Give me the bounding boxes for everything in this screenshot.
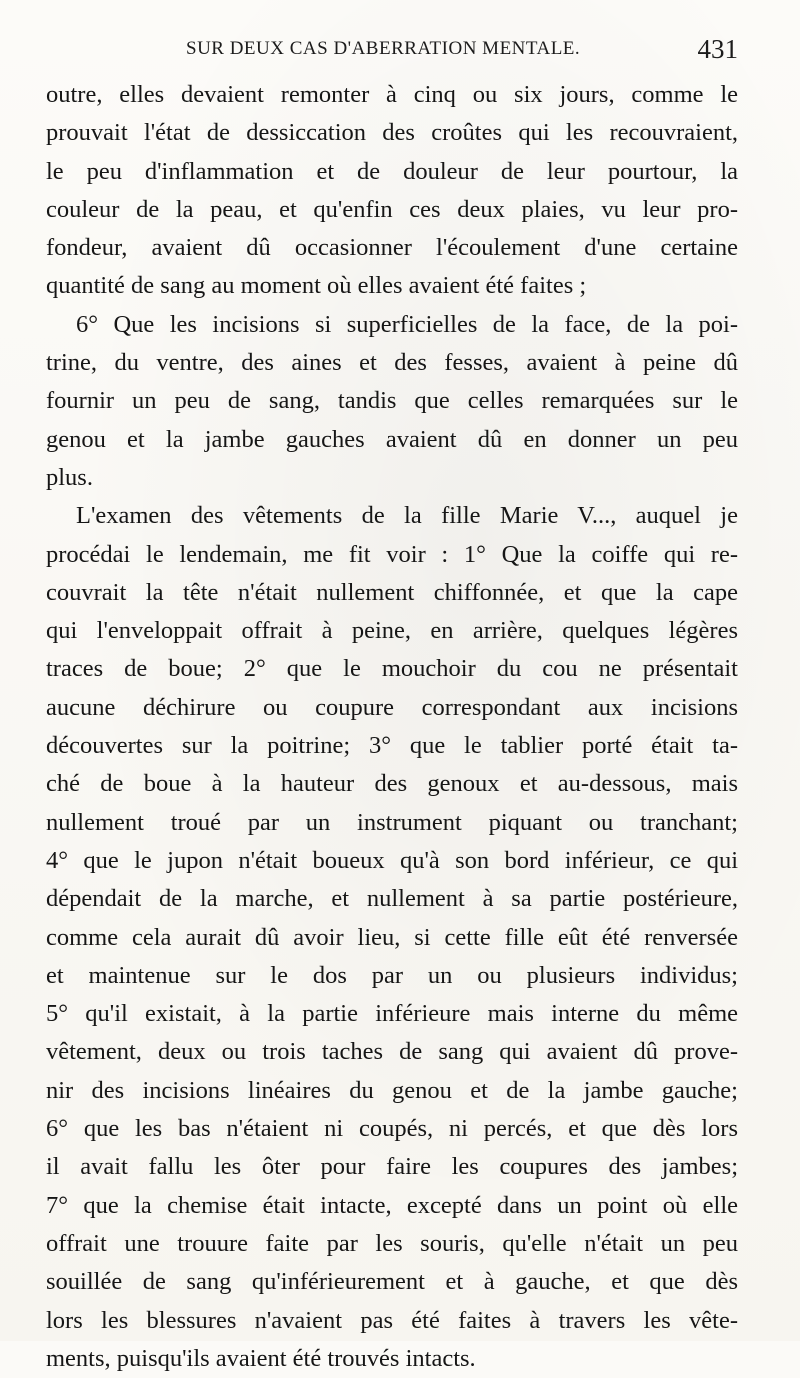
text-line: L'examen des vêtements de la fille Marie V..., auquel je xyxy=(76,502,738,530)
text-line: genou et la jambe gauches avaient dû en donner un peu xyxy=(46,425,738,453)
text-line: comme cela aurait dû avoir lieu, si cette fille eût été renversée xyxy=(46,923,738,951)
text-line: couvrait la tête n'était nullement chiffonnée, et que la cape xyxy=(46,578,738,606)
text-line: le peu d'inflammation et de douleur de leur pourtour, la xyxy=(46,157,738,185)
body-text xyxy=(46,76,738,1378)
text-line: il avait fallu les ôter pour faire les coupures des jambes; xyxy=(46,1153,738,1181)
text-line: outre, elles devaient remonter à cinq ou six jours, comme le xyxy=(46,81,738,108)
text-line: procédai le lendemain, me fit voir : 1° Que la coiffe qui re- xyxy=(46,540,738,568)
text-line: vêtement, deux ou trois taches de sang qui avaient dû prove- xyxy=(46,1038,738,1066)
text-line: qui l'enveloppait offrait à peine, en arrière, quelques légères xyxy=(46,617,738,645)
text-line: et maintenue sur le dos par un ou plusieurs individus; xyxy=(46,961,738,989)
text-line: quantité de sang au moment où elles avaient été faites ; xyxy=(46,272,587,300)
page-number: 431 xyxy=(697,34,738,64)
text-line: 6° que les bas n'étaient ni coupés, ni percés, et que dès lors xyxy=(46,1115,738,1143)
text-line: dépendait de la marche, et nullement à sa partie postérieure, xyxy=(46,885,738,913)
running-title: SUR DEUX CAS D'ABERRATION MENTALE. xyxy=(186,38,581,59)
text-line: découvertes sur la poitrine; 3° que le tablier porté était ta- xyxy=(46,732,738,760)
text-line: fondeur, avaient dû occasionner l'écoulement d'une certaine xyxy=(46,234,738,262)
text-line: 7° que la chemise était intacte, excepté dans un point où elle xyxy=(46,1191,738,1219)
text-line: souillée de sang qu'inférieurement et à gauche, et que dès xyxy=(46,1268,738,1296)
text-line: 6° Que les incisions si superficielles de la face, de la poi- xyxy=(76,310,738,338)
text-line: traces de boue; 2° que le mouchoir du cou ne présentait xyxy=(46,655,738,683)
text-line: ché de boue à la hauteur des genoux et au-dessous, mais xyxy=(46,770,738,798)
text-line: aucune déchirure ou coupure correspondant aux incisions xyxy=(46,693,738,721)
text-line: ments, puisqu'ils avaient été trouvés intacts. xyxy=(46,1344,476,1372)
text-line: 4° que le jupon n'était boueux qu'à son bord inférieur, ce qui xyxy=(46,846,738,874)
text-line: nir des incisions linéaires du genou et de la jambe gauche; xyxy=(46,1076,738,1104)
text-line: nullement troué par un instrument piquant ou tranchant; xyxy=(46,808,738,836)
text-line: lors les blessures n'avaient pas été faites à travers les vête- xyxy=(46,1306,738,1334)
text-line: fournir un peu de sang, tandis que celles remarquées sur le xyxy=(46,387,738,415)
text-line: 5° qu'il existait, à la partie inférieure mais interne du même xyxy=(46,1000,738,1028)
text-line: trine, du ventre, des aines et des fesses, avaient à peine dû xyxy=(46,349,738,377)
running-head xyxy=(46,36,738,70)
text-line: offrait une trouure faite par les souris, qu'elle n'était un peu xyxy=(46,1229,738,1257)
text-line: couleur de la peau, et qu'enfin ces deux plaies, vu leur pro- xyxy=(46,195,738,223)
text-line: prouvait l'état de dessiccation des croûtes qui les recouvraient, xyxy=(46,119,738,147)
text-line: plus. xyxy=(46,463,93,491)
